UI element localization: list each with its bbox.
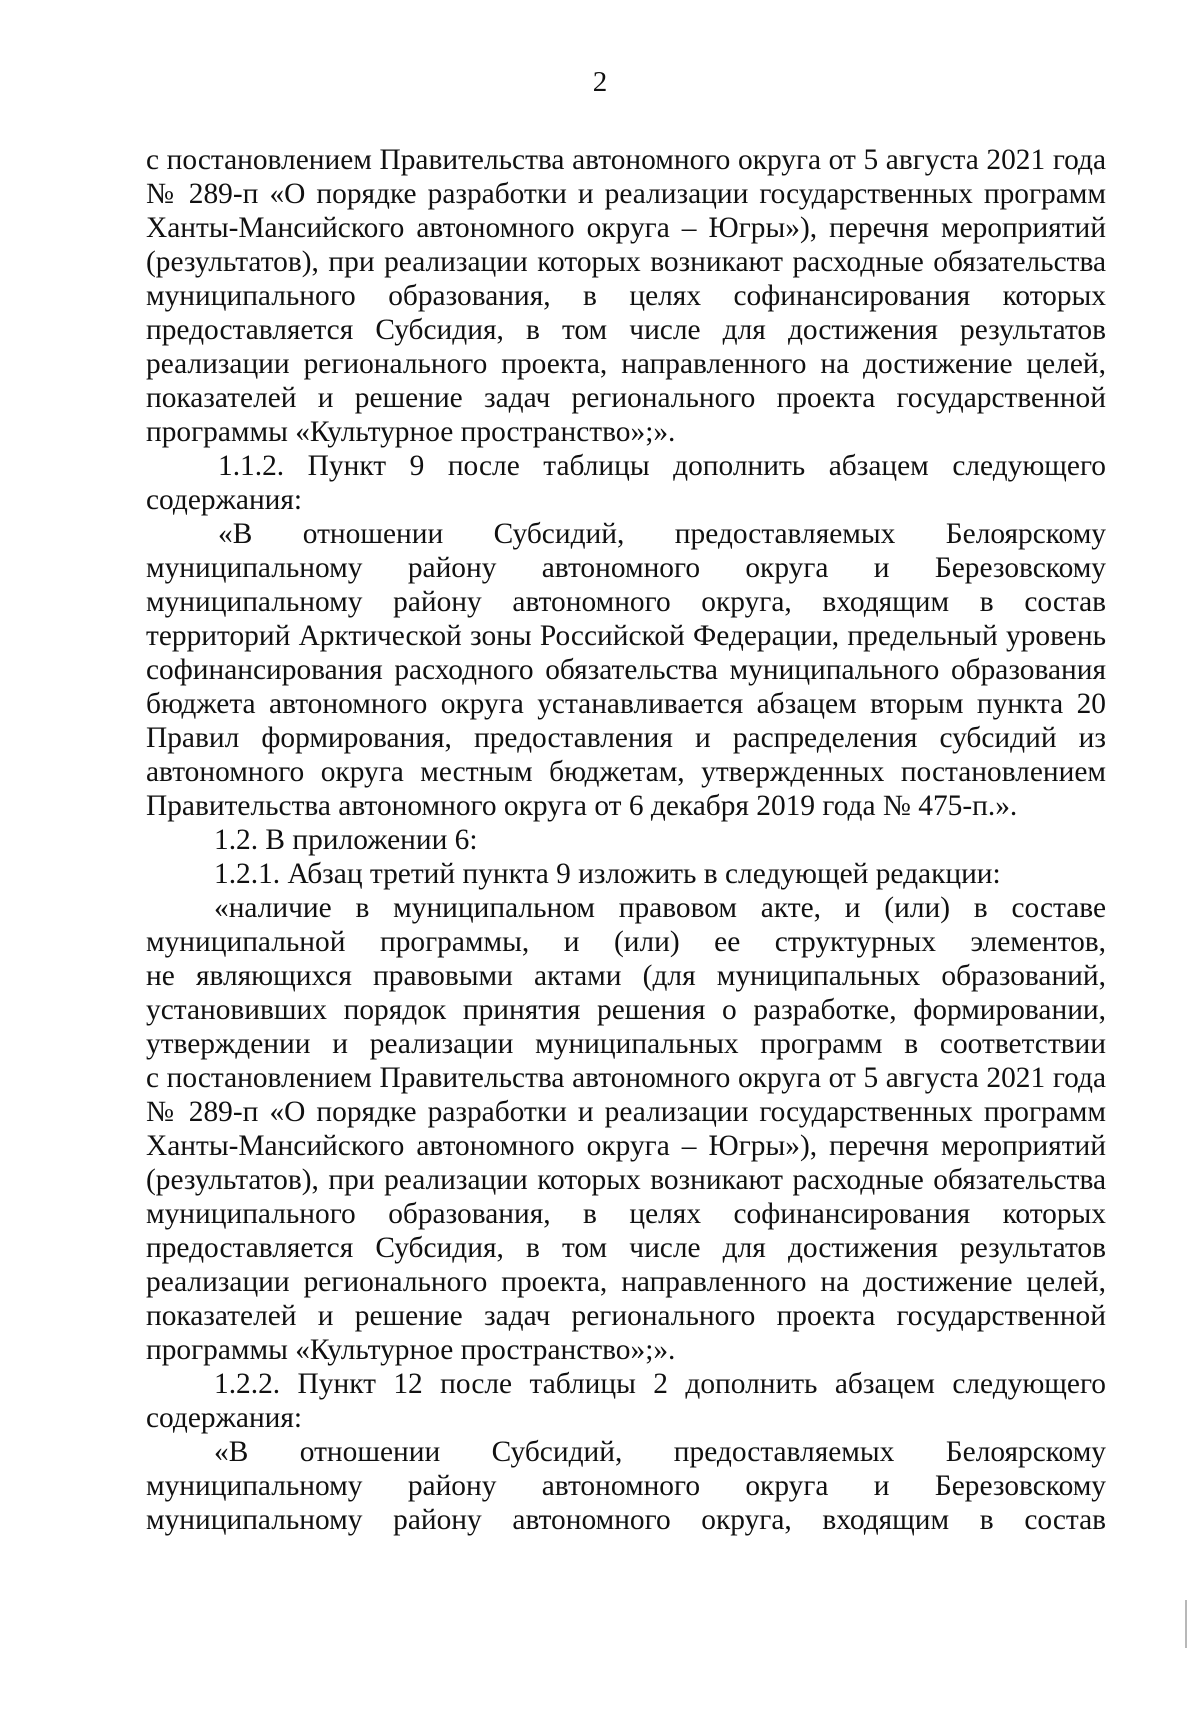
text-line: бюджета автономного округа устанавливается абзацем вторым пункта 20 xyxy=(146,688,1106,720)
text-line: Ханты-Мансийского автономного округа – Югры»), перечня мероприятий xyxy=(146,1130,1106,1162)
text-line: реализации регионального проекта, направленного на достижение целей, xyxy=(146,348,1106,380)
text-line: «В отношении Субсидий, предоставляемых Белоярскому xyxy=(214,1436,1106,1468)
text-line: (результатов), при реализации которых возникают расходные обязательства xyxy=(146,1164,1106,1196)
text-line: муниципальному району автономного округа и Березовскому xyxy=(146,552,1106,584)
text-line: предоставляется Субсидия, в том числе для достижения результатов xyxy=(146,1232,1106,1264)
text-line: 1.2. В приложении 6: xyxy=(214,824,478,856)
text-line: (результатов), при реализации которых возникают расходные обязательства xyxy=(146,246,1106,278)
page-number: 2 xyxy=(592,66,608,98)
text-line: территорий Арктической зоны Российской Федерации, предельный уровень xyxy=(146,620,1106,652)
text-line: Правил формирования, предоставления и распределения субсидий из xyxy=(146,722,1106,754)
text-line: содержания: xyxy=(146,1402,303,1434)
text-line: программы «Культурное пространство»;». xyxy=(146,1334,676,1366)
text-line: 1.2.2. Пункт 12 после таблицы 2 дополнить абзацем следующего xyxy=(214,1368,1106,1400)
text-line: показателей и решение задач регионального проекта государственной xyxy=(146,382,1106,414)
scan-edge-mark xyxy=(1185,1600,1187,1648)
text-line: показателей и решение задач регионального проекта государственной xyxy=(146,1300,1106,1332)
text-line: установивших порядок принятия решения о разработке, формировании, xyxy=(146,994,1106,1026)
text-line: муниципальному району автономного округа, входящим в состав xyxy=(146,1504,1106,1536)
text-line: с постановлением Правительства автономного округа от 5 августа 2021 года xyxy=(146,144,1106,176)
text-line: муниципальному району автономного округа и Березовскому xyxy=(146,1470,1106,1502)
text-line: Правительства автономного округа от 6 декабря 2019 года № 475-п.». xyxy=(146,790,1018,822)
text-line: 1.2.1. Абзац третий пункта 9 изложить в следующей редакции: xyxy=(214,858,1001,890)
text-line: программы «Культурное пространство»;». xyxy=(146,416,676,448)
text-line: не являющихся правовыми актами (для муниципальных образований, xyxy=(146,960,1106,992)
text-line: муниципального образования, в целях софинансирования которых xyxy=(146,280,1106,312)
text-line: софинансирования расходного обязательства муниципального образования xyxy=(146,654,1106,686)
text-line: «В отношении Субсидий, предоставляемых Белоярскому xyxy=(218,518,1106,550)
text-line: автономного округа местным бюджетам, утвержденных постановлением xyxy=(146,756,1106,788)
text-line: предоставляется Субсидия, в том числе для достижения результатов xyxy=(146,314,1106,346)
document-body xyxy=(146,143,1106,1537)
text-line: утверждении и реализации муниципальных программ в соответствии xyxy=(146,1028,1106,1060)
text-line: Ханты-Мансийского автономного округа – Югры»), перечня мероприятий xyxy=(146,212,1106,244)
text-line: муниципальной программы, и (или) ее структурных элементов, xyxy=(146,926,1106,958)
text-line: с постановлением Правительства автономного округа от 5 августа 2021 года xyxy=(146,1062,1106,1094)
text-line: «наличие в муниципальном правовом акте, и (или) в составе xyxy=(214,892,1106,924)
text-line: № 289-п «О порядке разработки и реализации государственных программ xyxy=(146,1096,1106,1128)
text-line: содержания: xyxy=(146,484,303,516)
text-line: № 289-п «О порядке разработки и реализации государственных программ xyxy=(146,178,1106,210)
text-line: муниципального образования, в целях софинансирования которых xyxy=(146,1198,1106,1230)
text-line: 1.1.2. Пункт 9 после таблицы дополнить абзацем следующего xyxy=(218,450,1106,482)
text-line: муниципальному району автономного округа, входящим в состав xyxy=(146,586,1106,618)
text-line: реализации регионального проекта, направленного на достижение целей, xyxy=(146,1266,1106,1298)
